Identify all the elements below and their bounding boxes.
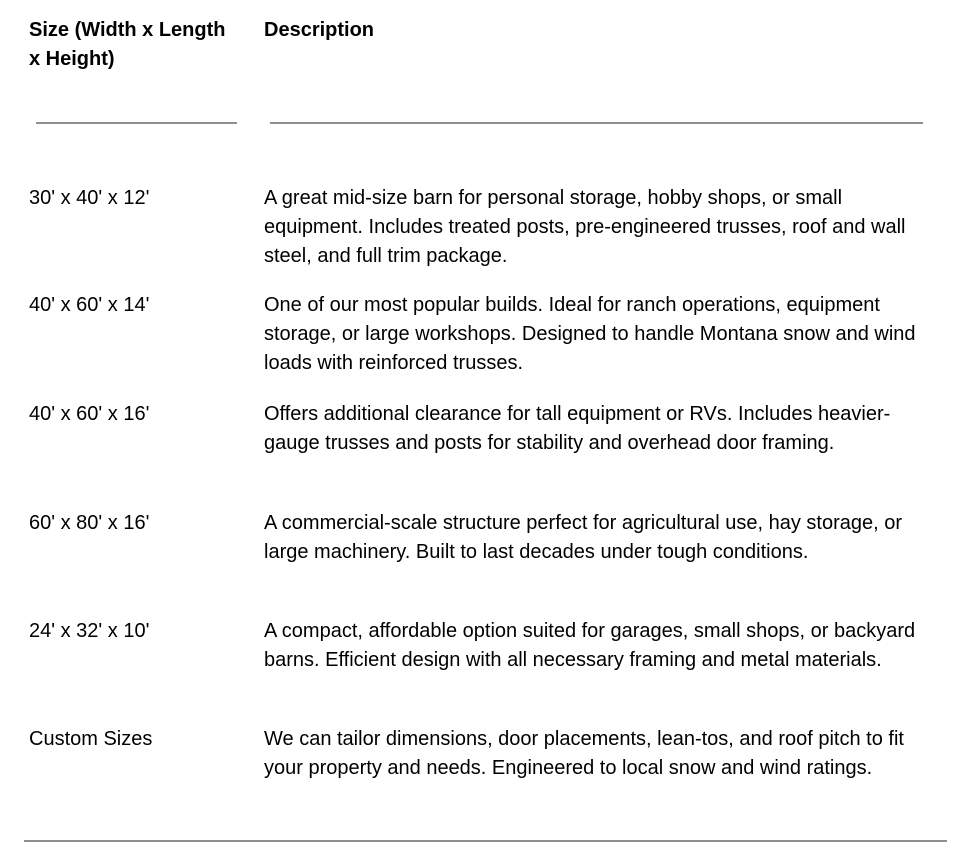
row-description: Offers additional clearance for tall equipment or RVs. Includes heavier-gauge trusses and posts for stability and overhead door framing.: [264, 403, 891, 454]
row-size: 40' x 60' x 14': [29, 294, 150, 316]
header-divider-description: [270, 122, 923, 124]
row-description: A compact, affordable option suited for garages, small shops, or backyard barns. Efficient design with all necessary framing and metal materials.: [264, 620, 916, 671]
column-header-size: Size (Width x Length x Height): [29, 19, 226, 70]
row-size: 30' x 40' x 12': [29, 187, 150, 209]
row-description: We can tailor dimensions, door placements, lean-tos, and roof pitch to fit your property and needs. Engineered to local snow and wind ratings.: [264, 728, 904, 779]
row-size: Custom Sizes: [29, 728, 153, 750]
row-description: One of our most popular builds. Ideal for ranch operations, equipment storage, or large workshops. Designed to handle Montana snow and wind loads with reinforced trusses.: [264, 294, 916, 374]
header-divider-size: [36, 122, 237, 124]
table-bottom-divider: [24, 840, 947, 842]
row-size: 60' x 80' x 16': [29, 512, 150, 534]
row-description: A commercial-scale structure perfect for agricultural use, hay storage, or large machinery. Built to last decades under tough conditions.: [264, 512, 903, 563]
row-size: 40' x 60' x 16': [29, 403, 150, 425]
column-header-description: Description: [264, 19, 375, 41]
row-description: A great mid-size barn for personal storage, hobby shops, or small equipment. Includes treated posts, pre-engineered trusses, roof and wall steel, and full trim package.: [264, 187, 906, 267]
row-size: 24' x 32' x 10': [29, 620, 150, 642]
